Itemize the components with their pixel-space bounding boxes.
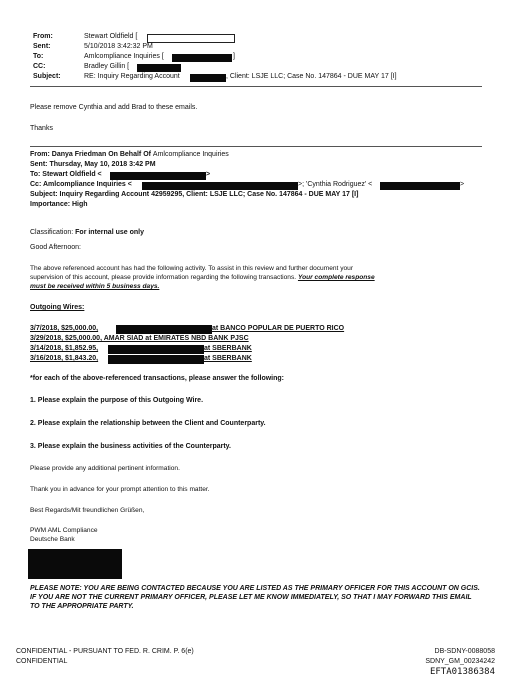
email1-sent-label: Sent:: [33, 43, 51, 50]
paragraph-emphasis-1: Your complete response: [297, 274, 375, 281]
email1-thanks: Thanks: [30, 125, 53, 132]
outgoing-wires-title: Outgoing Wires:: [30, 304, 85, 311]
email2-cc-close: >: [460, 181, 465, 188]
email2-from-prefix: From: Danya Friedman: [30, 151, 109, 158]
question-2: 2. Please explain the relationship between the Client and Counterparty.: [30, 420, 266, 427]
email1-from-value: Stewart Oldfield [: [84, 33, 138, 40]
email1-to-value: Amlcompliance Inquiries [: [84, 53, 164, 60]
wire-row-3-right: at SBERBANK: [204, 345, 252, 352]
email1-body-line: Please remove Cynthia and add Brad to these emails.: [30, 104, 198, 111]
pertinent-info: Please provide any additional pertinent information.: [30, 465, 180, 472]
notice-paragraph: PLEASE NOTE: YOU ARE BEING CONTACTED BECAUSE YOU ARE LISTED AS THE PRIMARY OFFICER FOR THIS ACCOUNT ON GCIS. IF YOU ARE NOT THE CURRENT PRIMARY OFFICER, PLEASE LET ME KNOW IMMEDIATELY, SO THAT I MAY FORWARD THIS EMAIL TO THE APPROPRIATE PARTY.: [30, 585, 480, 610]
regards: Best Regards/Mit freundlichen Grüßen,: [30, 507, 145, 514]
header-divider: [30, 86, 482, 87]
email2-cc-mid: >; 'Cynthia Rodriguez' <: [298, 181, 373, 188]
email-divider: [30, 146, 482, 147]
email2-subject-line: Subject: Inquiry Regarding Account 42959295, Client: LSJE LLC; Case No. 147864 - DUE MAY 17 [I]: [30, 191, 359, 198]
email1-subject-value: RE: Inquiry Regarding Account: [84, 73, 180, 80]
redaction-block: [137, 64, 181, 72]
footer-bates-2: SDNY_GM_00234242: [425, 658, 495, 665]
classification-line: [30, 229, 144, 236]
footer-left-line-1: CONFIDENTIAL - PURSUANT TO FED. R. CRIM. P. 6(e): [16, 648, 194, 655]
redaction-block: [172, 54, 232, 62]
email1-to-label: To:: [33, 53, 44, 60]
classification-label: Classification:: [30, 229, 76, 236]
email1-subject-suffix: , Client: LSJE LLC; Case No. 147864 - DUE MAY 17 [I]: [226, 73, 397, 80]
email1-to-close: ]: [233, 53, 235, 60]
wire-row-1-left: 3/7/2018, $25,000.00,: [30, 325, 99, 332]
wire-row-4-right: at SBERBANK: [204, 355, 252, 362]
redaction-block: [108, 345, 204, 354]
instructions-intro: *for each of the above-referenced transactions, please answer the following:: [30, 375, 285, 382]
wire-row-4-left: 3/16/2018, $1,843.20,: [30, 355, 99, 362]
email2-sent-line: Sent: Thursday, May 10, 2018 3:42 PM: [30, 161, 156, 168]
paragraph-line-2: [30, 274, 375, 281]
footer-efta-number: EFTA01386384: [429, 667, 495, 677]
thanks-advance: Thank you in advance for your prompt attention to this matter.: [30, 486, 210, 493]
redaction-block-signature: [28, 549, 122, 579]
footer-left-line-2: CONFIDENTIAL: [16, 658, 68, 665]
wire-row-2: 3/29/2018, $25,000.00, AMAR SIAD at EMIRATES NBD BANK PJSC: [30, 335, 249, 342]
signature-line-2: Deutsche Bank: [30, 536, 75, 543]
email2-from-mailbox: Amlcompliance Inquiries: [152, 151, 229, 158]
email2-to-line: To: Stewart Oldfield <: [30, 171, 102, 178]
email1-cc-value: Bradley Gillin [: [84, 63, 130, 70]
email1-from-label: From:: [33, 33, 53, 40]
paragraph-line-2-text: supervision of this account, please provide information regarding the following transactions.: [30, 274, 298, 281]
redaction-block: [116, 325, 212, 334]
redaction-block: [380, 182, 460, 190]
redaction-block: [108, 355, 204, 364]
question-3: 3. Please explain the business activities of the Counterparty.: [30, 443, 231, 450]
redaction-block: [190, 74, 226, 82]
redaction-block: [110, 172, 206, 180]
footer-bates-1: DB-SDNY-0088058: [434, 648, 495, 655]
email2-to-close: >: [206, 171, 211, 178]
greeting: Good Afternoon:: [30, 244, 81, 251]
redaction-block: [142, 182, 298, 190]
classification-value: For internal use only: [75, 229, 144, 236]
email2-cc-line: Cc: Amlcompliance Inquiries <: [30, 181, 132, 188]
email1-cc-label: CC:: [33, 63, 46, 70]
email1-sent-value: 5/10/2018 3:42:32 PM: [84, 43, 153, 50]
email2-importance-line: Importance: High: [30, 201, 88, 208]
signature-line-1: PWM AML Compliance: [30, 527, 98, 534]
wire-row-1-right: at BANCO POPULAR DE PUERTO RICO: [212, 325, 345, 332]
email1-from-address-box: [147, 34, 235, 43]
question-1: 1. Please explain the purpose of this Outgoing Wire.: [30, 397, 204, 404]
email1-subject-label: Subject:: [33, 73, 61, 80]
wire-row-3-left: 3/14/2018, $1,852.95,: [30, 345, 99, 352]
email2-on-behalf: On Behalf Of: [108, 151, 153, 158]
paragraph-emphasis-2: must be received within 5 business days.: [30, 283, 160, 290]
paragraph-line-1: The above referenced account has had the following activity. To assist in this review and further document your: [30, 265, 354, 272]
email2-from-line: [30, 151, 229, 158]
